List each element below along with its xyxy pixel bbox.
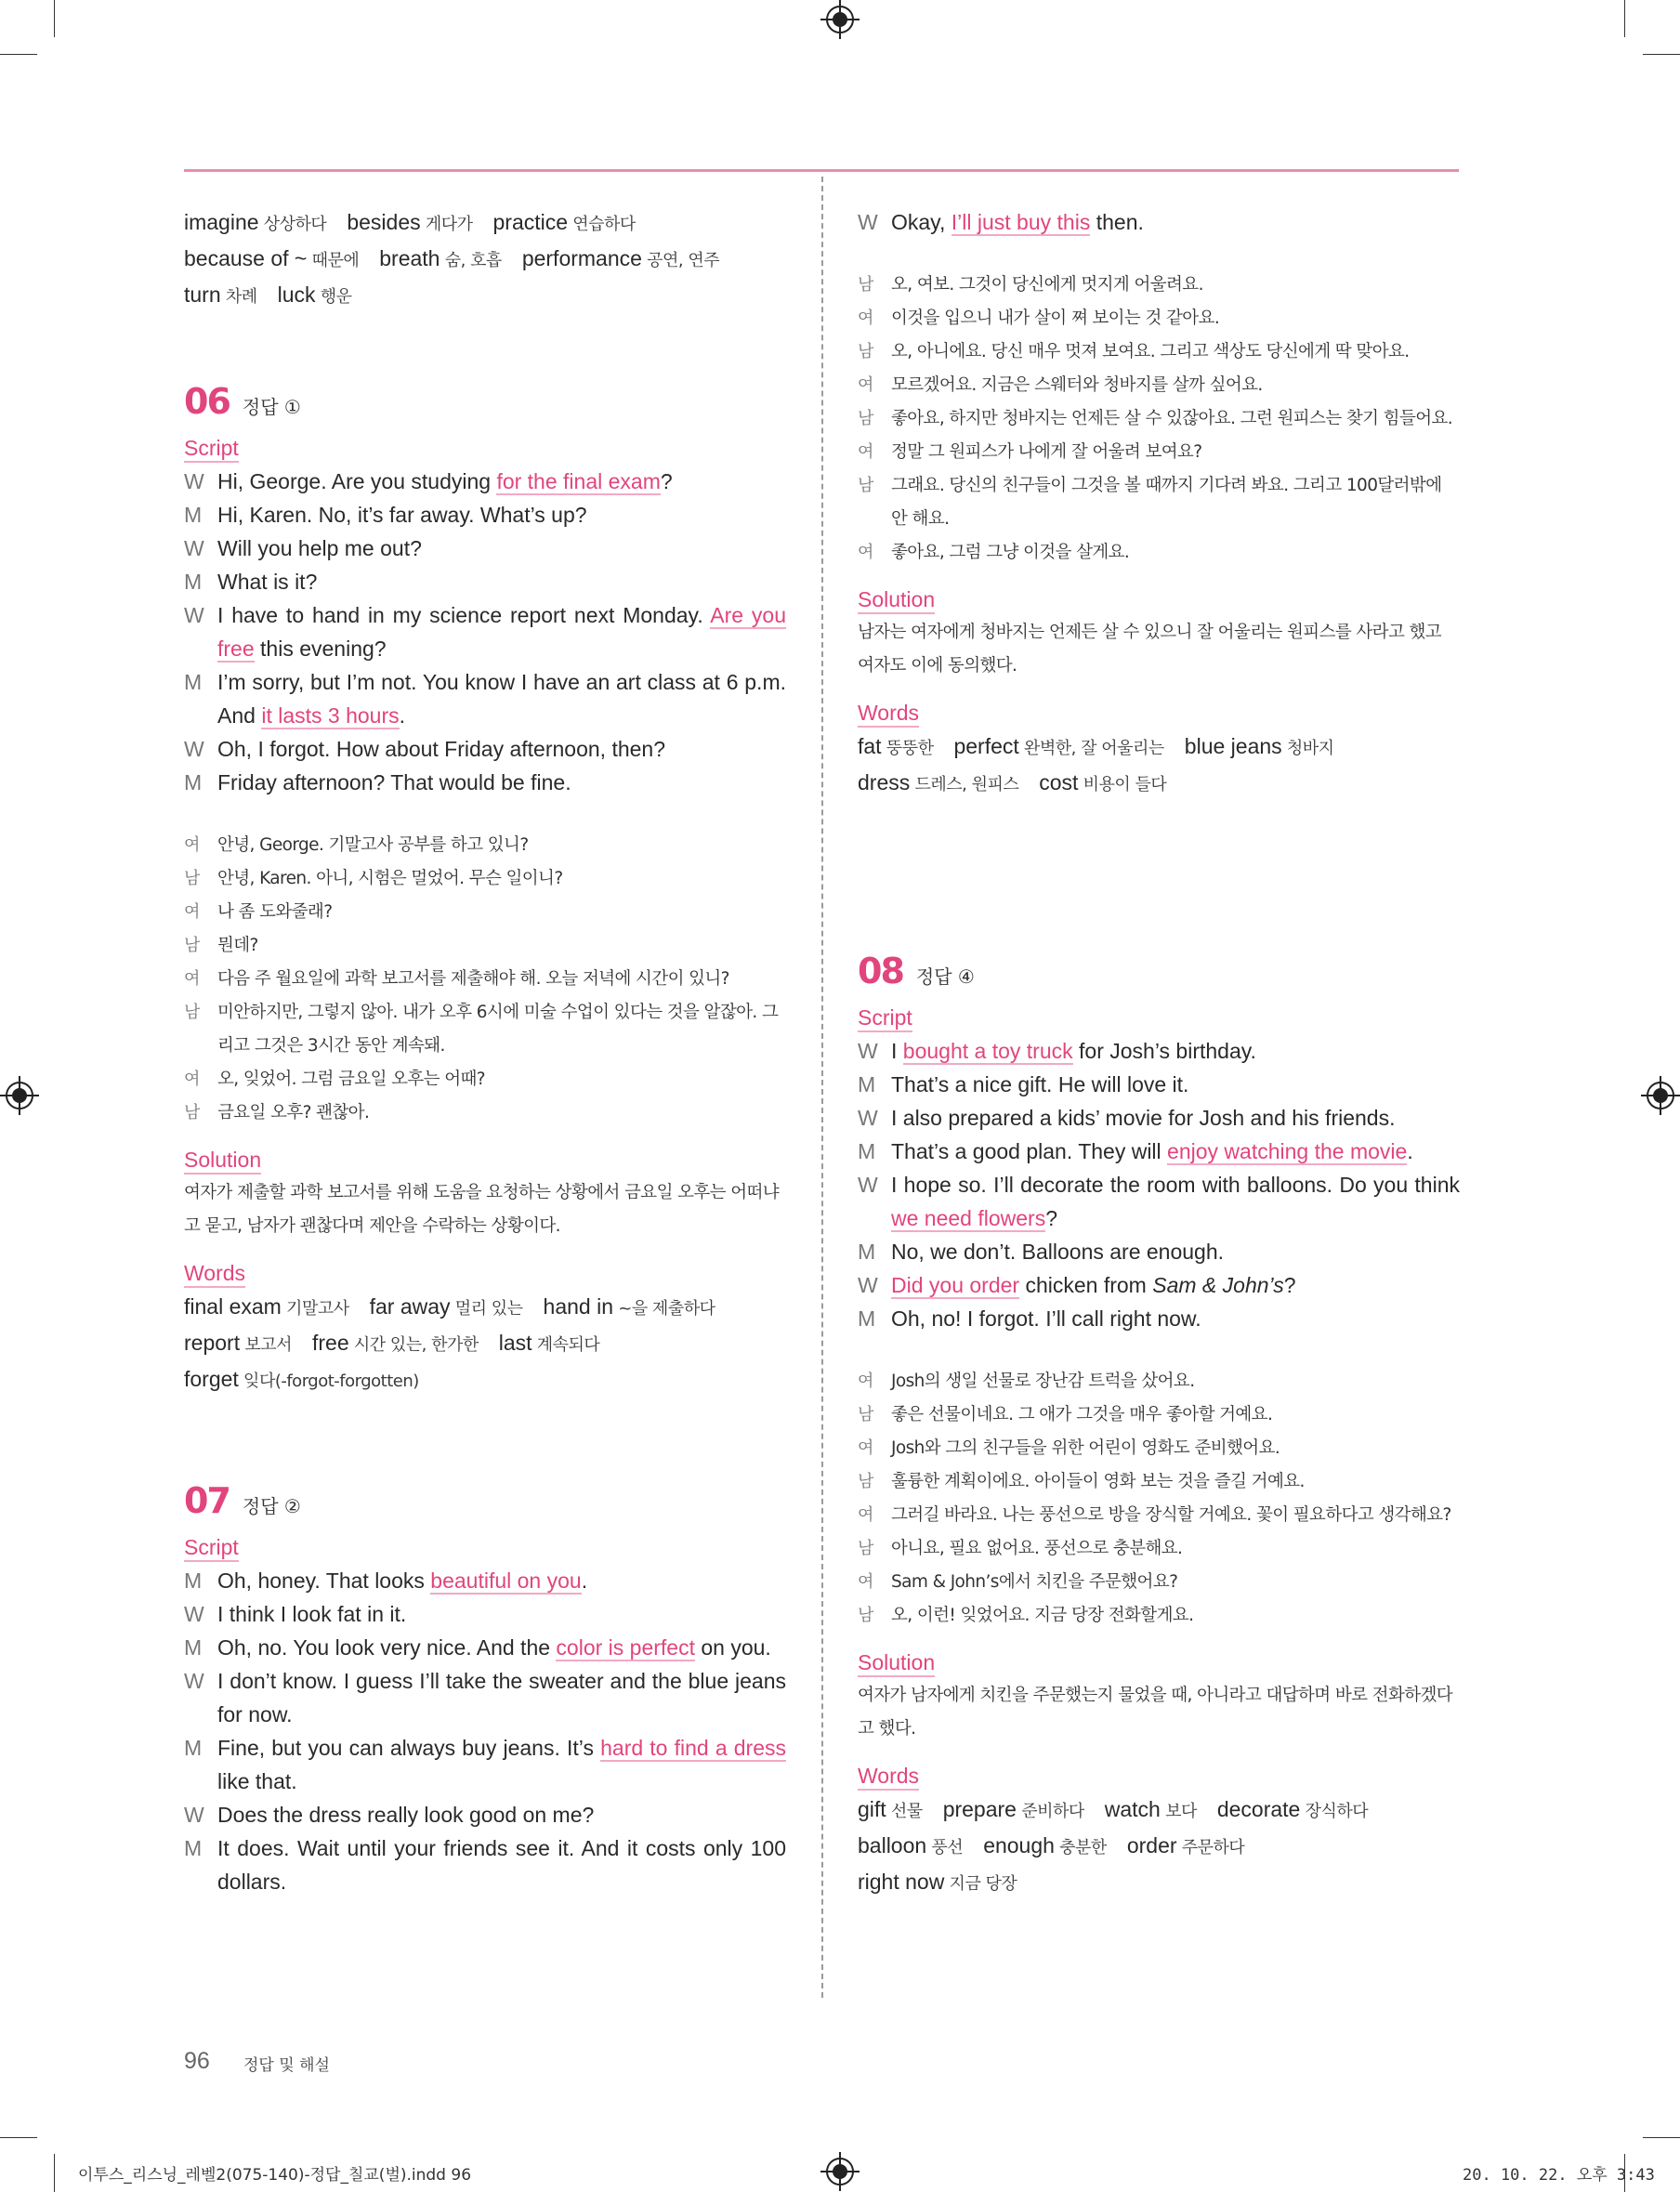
translation-line <box>858 1566 1460 1599</box>
script-line <box>184 732 786 766</box>
translation-line <box>858 1365 1460 1398</box>
script-line <box>184 1664 786 1731</box>
speaker-label: M <box>184 1635 203 1660</box>
translation-line <box>858 1499 1460 1532</box>
highlighted-phrase: enjoy watching the movie <box>1167 1139 1408 1163</box>
script-block <box>184 465 786 799</box>
script-text: Hi, Karen. No, it’s far away. What’s up? <box>217 503 587 527</box>
word-en: besides <box>347 210 421 234</box>
word-row <box>858 766 1460 802</box>
word-en: cost <box>1039 770 1079 794</box>
speaker-label: M <box>184 1736 203 1760</box>
word-en: perfect <box>953 734 1019 758</box>
registration-mark <box>1647 1082 1674 1109</box>
word-row <box>858 1792 1460 1829</box>
word-ko: 행운 <box>315 287 352 307</box>
word-en: free <box>311 1331 349 1355</box>
translation-block <box>184 829 786 1130</box>
word-row <box>184 1290 786 1326</box>
script-text: I’m sorry, but I’m not. You know I have an art class at 6 p.m. And <box>217 670 786 728</box>
translation-line <box>858 1465 1460 1499</box>
highlighted-phrase: hard to find a dress <box>600 1736 786 1760</box>
word-row <box>184 1362 786 1398</box>
script-block <box>858 1034 1460 1335</box>
word-en: balloon <box>858 1833 927 1857</box>
word-ko: 계속되다 <box>532 1335 600 1355</box>
speaker-label: M <box>858 1139 876 1163</box>
word-row <box>858 1865 1460 1901</box>
speaker-label: 남 <box>184 1103 200 1122</box>
speaker-label: 여 <box>858 1372 873 1391</box>
script-text: . <box>399 703 406 728</box>
question-07-header <box>184 1480 786 1523</box>
script-text: chicken from <box>1019 1273 1153 1297</box>
translation-block <box>858 269 1460 570</box>
translation-line <box>184 1063 786 1096</box>
script-text: That’s a good plan. They will <box>891 1139 1168 1163</box>
translation-line <box>184 963 786 996</box>
script-line <box>184 665 786 732</box>
script-text: I hope so. I’ll decorate the room with balloons. Do you think <box>891 1173 1460 1197</box>
script-text: Friday afternoon? That would be fine. <box>217 770 571 794</box>
words-block <box>858 729 1460 802</box>
script-text: Oh, no. You look very nice. And the <box>217 1635 557 1660</box>
speaker-label: 남 <box>858 1472 873 1491</box>
slug-filename: 이투스_리스닝_레벨2(075-140)-정답_칠교(벌).indd 96 <box>78 2166 472 2185</box>
word-en: because of ~ <box>184 246 308 270</box>
translation-text: 오, 이런! 잊었어요. 지금 당장 전화할게요. <box>891 1606 1194 1625</box>
translation-text: 아니요, 필요 없어요. 풍선으로 충분해요. <box>891 1539 1183 1558</box>
highlighted-phrase: it lasts 3 hours <box>261 703 400 728</box>
highlighted-phrase: beautiful on you <box>430 1569 582 1593</box>
word-row <box>184 242 786 278</box>
answer-label: 정답 ② <box>242 1495 301 1517</box>
highlighted-phrase: bought a toy truck <box>902 1039 1073 1063</box>
script-label: Script <box>184 435 239 463</box>
translation-text: 모르겠어요. 지금은 스웨터와 청바지를 살까 싶어요. <box>891 375 1263 395</box>
word-en: right now <box>858 1870 945 1894</box>
speaker-label: M <box>858 1306 876 1331</box>
translation-text: 훌륭한 계획이에요. 아이들이 영화 보는 것을 즐길 거예요. <box>891 1472 1305 1491</box>
word-ko: 때문에 <box>307 251 360 270</box>
solution-text: 여자가 제출할 과학 보고서를 위해 도움을 요청하는 상황에서 금요일 오후는 어떠냐고 묻고, 남자가 괜찮다며 제안을 수락하는 상황이다. <box>184 1183 780 1236</box>
speaker-label: M <box>184 770 203 794</box>
slug-timestamp: 20. 10. 22. 오후 3:43 <box>1463 2166 1655 2185</box>
translation-line <box>858 402 1460 436</box>
speaker-label: 남 <box>858 275 873 295</box>
word-ko: 완벽한, 잘 어울리는 <box>1018 739 1164 758</box>
script-text: Oh, I forgot. How about Friday afternoon, then? <box>217 737 666 761</box>
script-text: for Josh’s birthday. <box>1072 1039 1256 1063</box>
translation-text: 나 좀 도와줄래? <box>217 902 333 922</box>
crop-mark <box>0 2137 37 2138</box>
word-en: gift <box>858 1797 886 1821</box>
word-en: enough <box>983 1833 1055 1857</box>
word-row <box>184 278 786 314</box>
right-column <box>858 205 1460 1901</box>
word-ko: 드레스, 원피스 <box>910 775 1019 794</box>
script-line <box>858 1268 1460 1302</box>
script-text: I don’t know. I guess I’ll take the sweater and the blue jeans for now. <box>217 1669 786 1726</box>
answer-label: 정답 ④ <box>915 965 975 988</box>
word-ko: ~을 제출하다 <box>613 1299 715 1319</box>
translation-line <box>858 436 1460 469</box>
word-en: imagine <box>184 210 259 234</box>
script-text: I think I look fat in it. <box>217 1602 407 1626</box>
script-text: Oh, honey. That looks <box>217 1569 431 1593</box>
speaker-label: 남 <box>858 1606 873 1625</box>
word-ko: 잊다(-forgot-forgotten) <box>238 1372 419 1391</box>
translation-text: Sam & John’s에서 치킨을 주문했어요? <box>891 1572 1178 1592</box>
word-ko: 멀리 있는 <box>450 1299 523 1319</box>
registration-mark <box>6 1082 33 1109</box>
translation-block <box>858 1365 1460 1633</box>
speaker-label: 여 <box>858 1572 873 1592</box>
translation-text: 정말 그 원피스가 나에게 잘 어울려 보여요? <box>891 442 1202 462</box>
speaker-label: W <box>184 1803 204 1827</box>
highlighted-phrase: I’ll just buy this <box>951 210 1091 234</box>
script-label: Script <box>858 1004 912 1032</box>
word-en: performance <box>521 246 642 270</box>
speaker-label: 남 <box>858 1405 873 1424</box>
script-text: Does the dress really look good on me? <box>217 1803 595 1827</box>
speaker-label: M <box>858 1240 876 1264</box>
speaker-label: 여 <box>184 902 200 922</box>
translation-line <box>184 829 786 862</box>
speaker-label: 남 <box>858 342 873 361</box>
script-text: ? <box>1283 1273 1296 1297</box>
translation-text: Josh의 생일 선물로 장난감 트럭을 샀어요. <box>891 1372 1195 1391</box>
translation-text: 좋아요, 그럼 그냥 이것을 살게요. <box>891 543 1130 562</box>
speaker-label: 여 <box>858 1438 873 1458</box>
solution-text: 여자가 남자에게 치킨을 주문했는지 물었을 때, 아니라고 대답하며 바로 전화하겠다고 했다. <box>858 1686 1453 1739</box>
script-text: this evening? <box>254 637 387 661</box>
translation-line <box>858 1532 1460 1566</box>
speaker-label: 남 <box>184 936 200 955</box>
script-text: What is it? <box>217 570 318 594</box>
word-ko: 풍선 <box>926 1838 964 1857</box>
script-line <box>184 465 786 498</box>
script-text: Okay, <box>891 210 952 234</box>
script-text: ? <box>1045 1206 1057 1230</box>
translation-text: 이것을 입으니 내가 살이 쪄 보이는 것 같아요. <box>891 308 1220 328</box>
script-text: Will you help me out? <box>217 536 422 560</box>
script-line <box>184 1631 786 1664</box>
highlighted-phrase: we need flowers <box>891 1206 1046 1230</box>
script-line <box>184 1597 786 1631</box>
word-ko: 뚱뚱한 <box>881 739 934 758</box>
word-ko: 연습하다 <box>568 215 636 234</box>
word-en: far away <box>369 1294 451 1319</box>
script-text: No, we don’t. Balloons are enough. <box>891 1240 1225 1264</box>
words-label: Words <box>858 1763 919 1791</box>
script-line <box>858 205 1460 239</box>
speaker-label: M <box>858 1072 876 1096</box>
speaker-label: 여 <box>858 442 873 462</box>
script-line <box>184 532 786 565</box>
words-label: Words <box>858 700 919 728</box>
question-06-header <box>184 381 786 424</box>
script-label: Script <box>184 1534 239 1562</box>
crop-mark <box>54 0 55 37</box>
page-number: 96 <box>184 2048 210 2074</box>
registration-mark <box>826 6 854 33</box>
translation-text: 좋아요, 하지만 청바지는 언제든 살 수 있잖아요. 그런 원피스는 찾기 힘들어요. <box>891 409 1453 428</box>
script-line <box>184 498 786 532</box>
translation-line <box>184 862 786 896</box>
word-en: forget <box>184 1367 239 1391</box>
script-line <box>858 1101 1460 1135</box>
translation-line <box>858 536 1460 570</box>
solution-label: Solution <box>184 1147 261 1175</box>
question-number: 06 <box>184 381 230 422</box>
speaker-label: W <box>184 737 204 761</box>
header-rule <box>184 169 1459 172</box>
speaker-label: 여 <box>858 375 873 395</box>
translation-text: 오, 잊었어. 그럼 금요일 오후는 어때? <box>217 1070 485 1089</box>
translation-line <box>184 996 786 1063</box>
speaker-label: 여 <box>184 835 200 855</box>
script-line <box>858 1168 1460 1235</box>
crop-mark <box>1643 2137 1680 2138</box>
word-en: hand in <box>543 1294 614 1319</box>
translation-line <box>858 1432 1460 1465</box>
script-text: on you. <box>694 1635 771 1660</box>
script-text: . <box>581 1569 588 1593</box>
highlighted-phrase: Did you order <box>891 1273 1020 1297</box>
script-block-continued <box>858 205 1460 239</box>
word-ko: 선물 <box>886 1802 923 1821</box>
word-en: fat <box>858 734 882 758</box>
speaker-label: W <box>184 469 204 493</box>
translation-line <box>858 1599 1460 1633</box>
footer-label: 정답 및 해설 <box>243 2056 330 2075</box>
translation-text: 좋은 선물이네요. 그 애가 그것을 매우 좋아할 거예요. <box>891 1405 1273 1424</box>
script-line <box>184 1798 786 1831</box>
crop-mark <box>1624 0 1625 37</box>
translation-line <box>858 335 1460 369</box>
script-block <box>184 1564 786 1898</box>
script-text: I also prepared a kids’ movie for Josh and his friends. <box>891 1106 1396 1130</box>
word-en: turn <box>184 282 221 307</box>
word-ko: 보다 <box>1160 1802 1197 1821</box>
speaker-label: 남 <box>858 476 873 495</box>
script-line <box>184 1831 786 1898</box>
word-en: final exam <box>184 1294 282 1319</box>
registration-mark <box>826 2158 854 2185</box>
speaker-label: M <box>184 670 203 694</box>
speaker-label: W <box>858 1106 878 1130</box>
speaker-label: 여 <box>184 1070 200 1089</box>
speaker-label: M <box>184 1569 203 1593</box>
translation-line <box>858 302 1460 335</box>
translation-text: Josh와 그의 친구들을 위한 어린이 영화도 준비했어요. <box>891 1438 1280 1458</box>
question-number: 08 <box>858 951 903 991</box>
speaker-label: 여 <box>858 308 873 328</box>
word-row <box>858 1829 1460 1865</box>
word-ko: 보고서 <box>240 1335 292 1355</box>
word-en: order <box>1126 1833 1177 1857</box>
speaker-label: W <box>858 1039 878 1063</box>
speaker-label: M <box>184 570 203 594</box>
word-en: practice <box>492 210 569 234</box>
translation-text: 그러길 바라요. 나는 풍선으로 방을 장식할 거예요. 꽃이 필요하다고 생각해요? <box>891 1505 1451 1525</box>
translation-text: 오, 여보. 그것이 당신에게 멋지게 어울려요. <box>891 275 1203 295</box>
script-line <box>184 766 786 799</box>
speaker-label: 남 <box>858 409 873 428</box>
script-text: That’s a nice gift. He will love it. <box>891 1072 1189 1096</box>
speaker-label: M <box>184 503 203 527</box>
script-text: like that. <box>217 1769 297 1793</box>
translation-text: 오, 아니에요. 당신 매우 멋져 보여요. 그리고 색상도 당신에게 딱 맞아요. <box>891 342 1410 361</box>
word-ko: 장식하다 <box>1300 1802 1369 1821</box>
translation-line <box>184 896 786 929</box>
left-column <box>184 205 786 1898</box>
word-ko: 비용이 들다 <box>1078 775 1167 794</box>
speaker-label: M <box>184 1836 203 1860</box>
script-text: Oh, no! I forgot. I’ll call right now. <box>891 1306 1201 1331</box>
word-en: breath <box>379 246 440 270</box>
crop-mark <box>0 54 37 55</box>
solution-label: Solution <box>858 1649 935 1677</box>
speaker-label: 남 <box>184 869 200 888</box>
word-en: prepare <box>942 1797 1017 1821</box>
word-en: last <box>498 1331 532 1355</box>
script-line <box>858 1235 1460 1268</box>
word-ko: 게다가 <box>420 215 473 234</box>
translation-line <box>858 469 1460 536</box>
translation-line <box>184 929 786 963</box>
word-en: blue jeans <box>1184 734 1282 758</box>
translation-line <box>858 369 1460 402</box>
word-row <box>184 1326 786 1362</box>
script-line <box>184 598 786 665</box>
translation-text: 안녕, George. 기말고사 공부를 하고 있니? <box>217 835 529 855</box>
words-block <box>858 1792 1460 1901</box>
word-ko: 지금 당장 <box>944 1874 1017 1894</box>
script-text: It does. Wait until your friends see it. And it costs only 100 dollars. <box>217 1836 786 1894</box>
question-number: 07 <box>184 1480 230 1521</box>
speaker-label: 여 <box>858 1505 873 1525</box>
word-en: dress <box>858 770 911 794</box>
script-text: ? <box>660 469 673 493</box>
word-en: report <box>184 1331 241 1355</box>
speaker-label: W <box>858 1273 878 1297</box>
script-text: Hi, George. Are you studying <box>217 469 497 493</box>
translation-text: 안녕, Karen. 아니, 시험은 멀었어. 무슨 일이니? <box>217 869 563 888</box>
words-block <box>184 1290 786 1398</box>
word-ko: 준비하다 <box>1016 1802 1084 1821</box>
speaker-label: W <box>184 1602 204 1626</box>
translation-line <box>858 269 1460 302</box>
word-ko: 기말고사 <box>281 1299 349 1319</box>
crop-mark <box>54 2154 55 2192</box>
highlighted-phrase: Are you free <box>217 603 787 661</box>
script-line <box>184 1564 786 1597</box>
word-ko: 상상하다 <box>258 215 327 234</box>
word-ko: 공연, 연주 <box>641 251 720 270</box>
translation-text: 뭔데? <box>217 936 258 955</box>
translation-line <box>184 1096 786 1130</box>
script-line <box>858 1068 1460 1101</box>
column-divider <box>821 177 823 1998</box>
speaker-label: 남 <box>858 1539 873 1558</box>
translation-text: 미안하지만, 그렇지 않아. 내가 오후 6시에 미술 수업이 있다는 것을 알잖아. 그리고 그것은 3시간 동안 계속돼. <box>217 1003 779 1056</box>
speaker-label: W <box>858 1173 878 1197</box>
crop-mark <box>1643 54 1680 55</box>
translation-line <box>858 1398 1460 1432</box>
word-row <box>858 729 1460 766</box>
script-text: Sam & John’s <box>1152 1273 1284 1297</box>
highlighted-phrase: color is perfect <box>556 1635 695 1660</box>
script-line <box>858 1302 1460 1335</box>
solution-text: 남자는 여자에게 청바지는 언제든 살 수 있으니 잘 어울리는 원피스를 사라고 했고 여자도 이에 동의했다. <box>858 623 1442 676</box>
speaker-label: 남 <box>184 1003 200 1022</box>
speaker-label: W <box>858 210 878 234</box>
word-en: decorate <box>1216 1797 1301 1821</box>
translation-text: 그래요. 당신의 친구들이 그것을 볼 때까지 기다려 봐요. 그리고 100달러밖에 안 해요. <box>891 476 1442 529</box>
script-line <box>858 1135 1460 1168</box>
speaker-label: W <box>184 536 204 560</box>
script-line <box>184 1731 786 1798</box>
word-ko: 차례 <box>220 287 257 307</box>
speaker-label: 여 <box>858 543 873 562</box>
script-line <box>184 565 786 598</box>
translation-text: 금요일 오후? 괜찮아. <box>217 1103 370 1122</box>
word-en: luck <box>277 282 316 307</box>
solution-label: Solution <box>858 586 935 614</box>
script-text: then. <box>1090 210 1144 234</box>
script-text: Fine, but you can always buy jeans. It’s <box>217 1736 601 1760</box>
word-ko: 청바지 <box>1281 739 1334 758</box>
word-ko: 주문하다 <box>1176 1838 1245 1857</box>
script-text: I have to hand in my science report next Monday. <box>217 603 711 627</box>
script-line <box>858 1034 1460 1068</box>
word-ko: 시간 있는, 한가한 <box>348 1335 479 1355</box>
speaker-label: 여 <box>184 969 200 989</box>
speaker-label: W <box>184 1669 204 1693</box>
translation-text: 다음 주 월요일에 과학 보고서를 제출해야 해. 오늘 저녁에 시간이 있니? <box>217 969 729 989</box>
highlighted-phrase: for the final exam <box>496 469 661 493</box>
vocab-top <box>184 205 786 314</box>
script-text: I <box>891 1039 903 1063</box>
word-ko: 숨, 호흡 <box>440 251 502 270</box>
question-08-header <box>858 951 1460 993</box>
words-label: Words <box>184 1260 245 1288</box>
script-text: . <box>1407 1139 1413 1163</box>
word-row <box>184 205 786 242</box>
answer-label: 정답 ① <box>242 396 301 418</box>
word-ko: 충분한 <box>1054 1838 1107 1857</box>
speaker-label: W <box>184 603 204 627</box>
word-en: watch <box>1104 1797 1161 1821</box>
